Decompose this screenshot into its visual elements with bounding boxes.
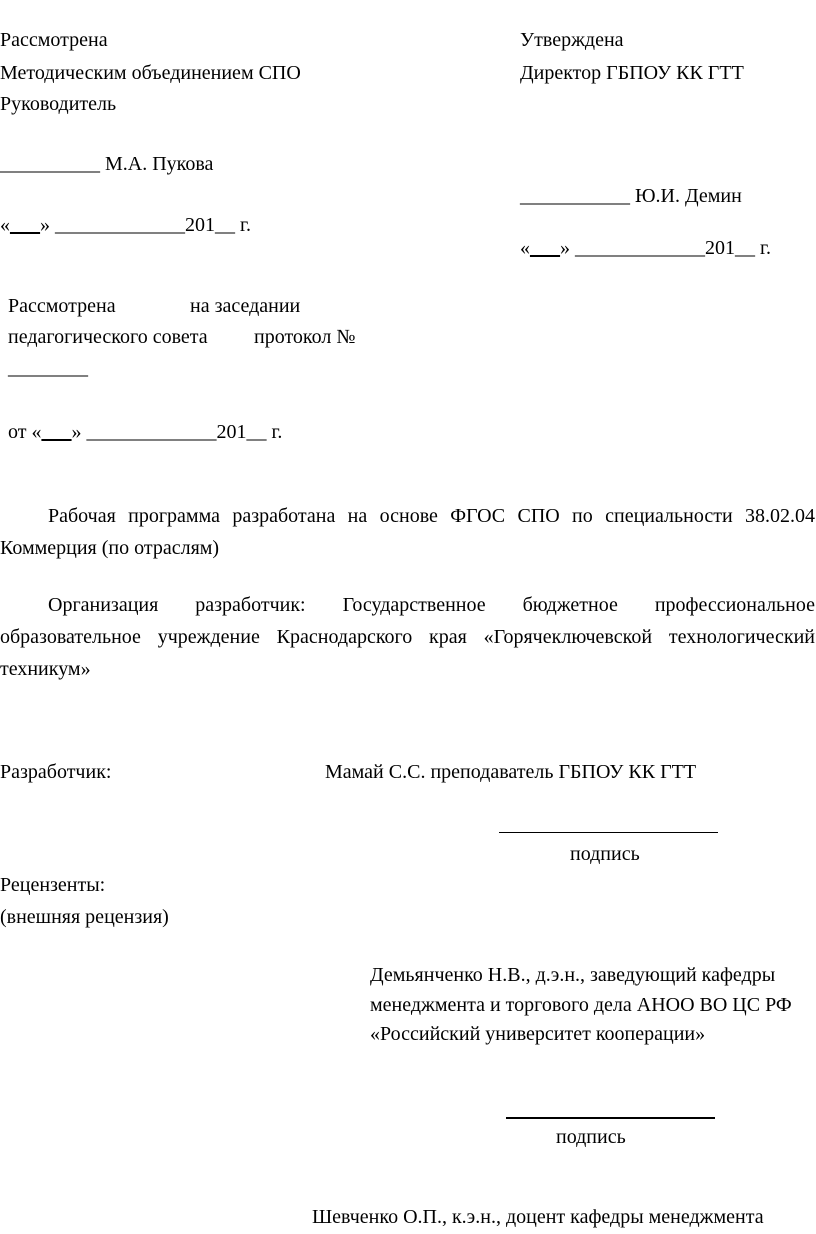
council-protocol-blank: ________ (8, 357, 88, 379)
developer-signature-line (499, 832, 718, 833)
developer-label: Разработчик: (0, 761, 112, 783)
date-open-quote: « (520, 237, 530, 259)
date-day-blank: ___ (41, 421, 72, 443)
date-month-blank: _____________ (575, 237, 705, 259)
reviewer1-signature-line (506, 1117, 715, 1119)
council-date (8, 420, 282, 444)
council-word-at-meeting: на заседании (190, 295, 301, 317)
left-approval-signer (0, 152, 213, 176)
reviewer1-line-2: менеджмента и торгового дела АНОО ВО ЦС РФ (370, 994, 792, 1016)
right-approval-signer (520, 184, 742, 208)
left-signer-name: М.А. Пукова (105, 153, 214, 175)
program-line-1: Рабочая программа разработана на основе ФГОС СПО по специальности 38.02.04 (48, 505, 815, 527)
organization-line-2: образовательное учреждение Краснодарского края «Горячеключевской технологический (0, 626, 815, 648)
date-close-quote: » (71, 421, 82, 443)
right-approval-date (520, 236, 771, 260)
date-day-blank: ___ (10, 214, 40, 236)
left-approval-date (0, 213, 251, 237)
left-approval-title: Рассмотрена (0, 29, 108, 51)
council-word-reviewed: Рассмотрена (8, 295, 116, 317)
right-approval-role: Директор ГБПОУ КК ГТТ (520, 62, 744, 84)
organization-line-1: Организация разработчик: Государственное бюджетное профессиональное (48, 594, 815, 616)
reviewer1-line-3: «Российский университет кооперации» (370, 1023, 706, 1045)
left-approval-role: Руководитель (0, 93, 117, 115)
reviewers-sublabel: (внешняя рецензия) (0, 906, 169, 928)
left-signature-blank: __________ (0, 153, 100, 175)
date-year: 201__ г. (705, 237, 771, 259)
left-approval-org: Методическим объединением СПО (0, 62, 301, 84)
date-close-quote: » (560, 237, 570, 259)
date-year: 201__ г. (185, 214, 251, 236)
organization-line-3: техникум» (0, 658, 91, 680)
program-line-2: Коммерция (по отраслям) (0, 537, 220, 559)
developer-signature-caption: подпись (570, 843, 640, 865)
date-month-blank: _____________ (86, 421, 217, 443)
program-paragraph (0, 500, 815, 564)
reviewer1-signature-caption: подпись (556, 1126, 626, 1148)
right-signature-blank: ___________ (520, 185, 630, 207)
date-month-blank: _____________ (55, 214, 185, 236)
date-day-blank: ___ (530, 237, 560, 259)
council-word-protocol: протокол № (254, 326, 356, 348)
right-approval-title: Утверждена (520, 29, 624, 51)
date-year: 201__ г. (216, 421, 283, 443)
organization-paragraph (0, 589, 815, 685)
reviewer1-line-1: Демьянченко Н.В., д.э.н., заведующий кафедры (370, 964, 776, 986)
council-word-pedagogical: педагогического совета (8, 326, 208, 348)
date-open-quote: « (0, 214, 10, 236)
right-signer-name: Ю.И. Демин (635, 185, 742, 207)
reviewers-label: Рецензенты: (0, 874, 106, 896)
date-close-quote: » (40, 214, 50, 236)
reviewer2-line-1: Шевченко О.П., к.э.н., доцент кафедры менеджмента (312, 1206, 764, 1228)
date-prefix: от « (8, 421, 42, 443)
developer-value: Мамай С.С. преподаватель ГБПОУ КК ГТТ (325, 761, 697, 783)
